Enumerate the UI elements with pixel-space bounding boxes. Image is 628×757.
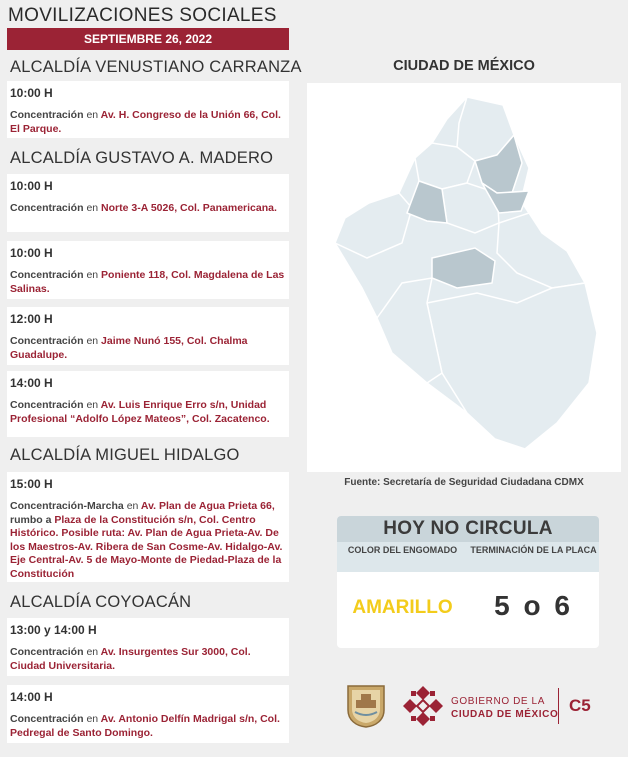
event-connector: en <box>86 713 99 725</box>
event-card <box>7 241 289 299</box>
event-card <box>7 472 289 582</box>
page-title: MOVILIZACIONES SOCIALES <box>8 5 277 26</box>
event-place: Jaime Nunó 155, Col. Chalma Guadalupe. <box>10 335 248 361</box>
map-region-south <box>427 283 597 449</box>
event-type: Concentración <box>10 713 84 725</box>
event-type: Concentración-Marcha <box>10 500 124 512</box>
event-card <box>7 174 289 232</box>
event-description <box>10 500 286 581</box>
event-type: Concentración <box>10 109 84 121</box>
event-time: 15:00 H <box>10 477 53 491</box>
event-type: Concentración <box>10 646 84 658</box>
event-connector: en <box>126 500 139 512</box>
event-connector-2: rumbo a <box>10 513 52 526</box>
event-description <box>10 202 286 216</box>
footer-logos <box>343 680 603 732</box>
event-card <box>7 81 289 138</box>
event-place: Av. Insurgentes Sur 3000, Col. Ciudad Universitaria. <box>10 646 251 672</box>
event-description <box>10 269 286 296</box>
map-source: Fuente: Secretaría de Seguridad Ciudadana CDMX <box>344 477 584 488</box>
event-description <box>10 713 286 740</box>
event-connector: en <box>86 646 99 658</box>
event-description <box>10 399 286 426</box>
hnc-color-value: AMARILLO <box>352 597 453 618</box>
gov-line-2: CIUDAD DE MÉXICO <box>451 709 559 720</box>
event-description <box>10 646 286 673</box>
hnc-title: HOY NO CIRCULA <box>337 516 599 542</box>
event-description <box>10 335 286 362</box>
event-time: 10:00 H <box>10 86 53 100</box>
gov-line-1: GOBIERNO DE LA <box>451 696 545 707</box>
date-banner: SEPTIEMBRE 26, 2022 <box>7 28 289 50</box>
logo-divider <box>558 688 559 724</box>
event-description <box>10 109 286 136</box>
alcaldia-heading: ALCALDÍA VENUSTIANO CARRANZA <box>10 58 302 76</box>
gobierno-cdmx-wordmark <box>451 695 558 721</box>
event-time: 14:00 H <box>10 376 53 390</box>
event-time: 12:00 H <box>10 312 53 326</box>
event-time: 13:00 y 14:00 H <box>10 623 97 637</box>
event-place-2: Plaza de la Constitución s/n, Col. Centro Histórico. Posible ruta: Av. Plan de Agua Prieta-Av. De los Maestros-Av. Ribera de San Cosme-Av. Hidalgo-Av. Eje Central-Av. 5 de Mayo-Monte de Piedad-Plaza de la Constitución <box>10 513 283 580</box>
event-place: Poniente 118, Col. Magdalena de Las Salinas. <box>10 269 285 295</box>
gobierno-cdmx-emblem-icon <box>399 682 447 730</box>
event-type: Concentración <box>10 269 84 281</box>
event-place: Norte 3-A 5026, Col. Panamericana. <box>101 202 277 214</box>
event-place: Av. Plan de Agua Prieta 66, <box>140 500 275 512</box>
event-type: Concentración <box>10 335 84 347</box>
event-card <box>7 371 289 437</box>
hnc-plate-label: TERMINACIÓN DE LA PLACA <box>470 545 597 555</box>
hnc-labels <box>337 542 599 572</box>
alcaldia-heading: ALCALDÍA COYOACÁN <box>10 593 192 611</box>
event-type: Concentración <box>10 399 84 411</box>
event-connector: en <box>86 335 99 347</box>
alcaldia-heading: ALCALDÍA GUSTAVO A. MADERO <box>10 149 274 167</box>
event-time: 10:00 H <box>10 179 53 193</box>
cdmx-map <box>307 83 621 472</box>
event-time: 10:00 H <box>10 246 53 260</box>
event-time: 14:00 H <box>10 690 53 704</box>
cdmx-map-svg <box>307 83 621 472</box>
event-connector: en <box>86 109 99 121</box>
map-title: CIUDAD DE MÉXICO <box>393 58 535 74</box>
c5-logo: C5 <box>569 696 591 715</box>
hnc-color-label: COLOR DEL ENGOMADO <box>347 545 458 555</box>
event-type: Concentración <box>10 202 84 214</box>
event-card <box>7 307 289 365</box>
hnc-values <box>337 572 599 648</box>
cdmx-shield-icon <box>346 684 386 728</box>
event-card <box>7 618 289 676</box>
event-connector: en <box>86 202 99 214</box>
event-place: Av. H. Congreso de la Unión 66, Col. El Parque. <box>10 109 281 135</box>
event-place: Av. Antonio Delfín Madrigal s/n, Col. Pedregal de Santo Domingo. <box>10 713 280 739</box>
hoy-no-circula-panel <box>337 516 599 648</box>
event-card <box>7 685 289 743</box>
event-place: Av. Luis Enrique Erro s/n, Unidad Profesional “Adolfo López Mateos”, Col. Zacatenco. <box>10 399 270 425</box>
hnc-plate-value: 5 o 6 <box>494 590 573 621</box>
event-connector: en <box>86 399 99 411</box>
alcaldia-heading: ALCALDÍA MIGUEL HIDALGO <box>10 446 240 464</box>
event-connector: en <box>86 269 99 281</box>
